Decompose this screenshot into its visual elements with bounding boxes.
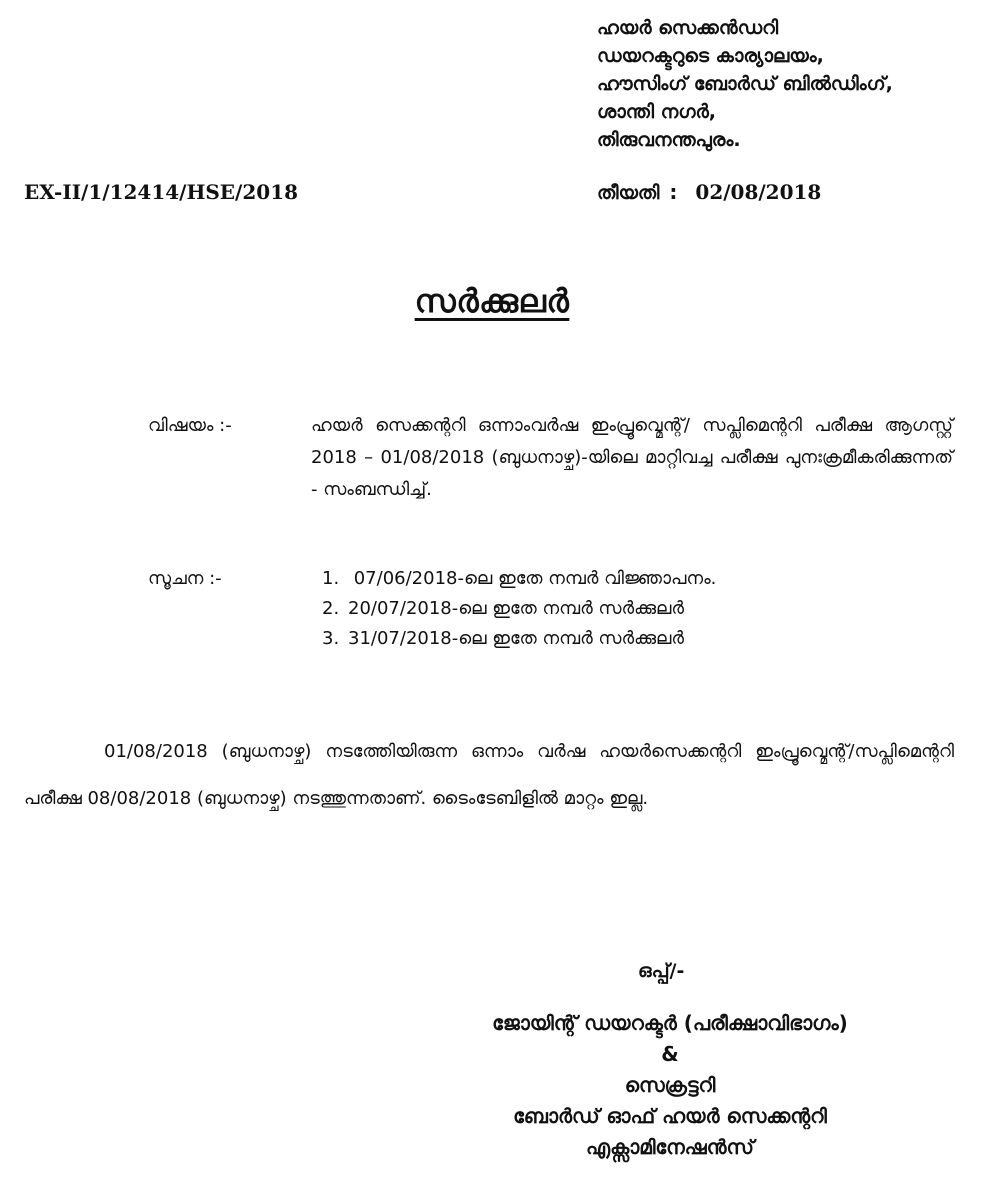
date-separator: : — [669, 180, 678, 204]
signatory-line: എക്സാമിനേഷൻസ് — [586, 1135, 754, 1159]
body-paragraph: 01/08/2018 (ബുധനാഴ്ച) നടത്തേിയിരുന്ന ഒന്നാം വർഷ ഹയർസെക്കന്ററി ഇംപ്രൂവ്മെന്റ്/സപ്ലിമെന്ററി പരീക്ഷ 08/08/2018 (ബുധനാഴ്ച) നടത്തുന്നതാണ്. ടൈംടേബിളിൽ മാറ്റം ഇല്ല. — [24, 741, 954, 809]
subject-text: ഹയർ സെക്കന്ററി ഒന്നാംവർഷ ഇംപ്രൂവ്മെന്റ്/ സപ്ലിമെന്ററി പരീക്ഷ ആഗസ്റ്റ് 2018 – 01/08/2018 (ബുധനാഴ്ച)-യിലെ മാറ്റിവച്ച പരീക്ഷ പുനഃക്രമീകരിക്കുന്നത് - സംബന്ധിച്ച്. — [311, 415, 953, 500]
signatory-line: & — [661, 1042, 679, 1066]
signed-mark: ഒപ്പ്/- — [638, 960, 685, 982]
address-line: ഡയറക്ടറുടെ കാര്യാലയം, — [597, 45, 824, 67]
reference-number: EX-II/1/12414/HSE/2018 — [24, 180, 299, 204]
list-item-number: 3. — [322, 628, 340, 649]
list-item-text: 20/07/2018-ലെ ഇതേ നമ്പർ സർക്കുലർ — [348, 598, 684, 619]
page-title-wrapper — [0, 282, 984, 321]
list-item — [322, 564, 716, 594]
list-item — [322, 594, 716, 624]
date-block — [597, 180, 821, 204]
office-address — [597, 14, 977, 154]
list-item-number: 1. — [322, 568, 340, 589]
signatory-block — [380, 1008, 960, 1163]
references-label: സൂചന :- — [148, 568, 222, 589]
list-item — [322, 624, 716, 654]
date-label: തീയതി — [597, 182, 660, 204]
list-item-text: 31/07/2018-ലെ ഇതേ നമ്പർ സർക്കുലർ — [348, 628, 684, 649]
signatory-line: ജോയിന്റ് ഡയറക്ടർ (പരീക്ഷാവിഭാഗം) — [492, 1011, 848, 1035]
address-line: തിരുവനന്തപുരം. — [597, 129, 741, 151]
address-line: ശാന്തി നഗർ, — [597, 101, 717, 123]
address-line: ഹൗസിംഗ് ബോർഡ് ബിൽഡിംഗ്, — [597, 73, 893, 95]
list-item-number: 2. — [322, 598, 340, 619]
references-list — [322, 564, 716, 654]
date-value: 02/08/2018 — [695, 180, 822, 204]
signatory-line: ബോർഡ് ഓഫ് ഹയർ സെക്കന്ററി — [513, 1104, 827, 1128]
page-title: സർക്കുലർ — [414, 282, 570, 320]
list-item-text: 07/06/2018-ലെ ഇതേ നമ്പർ വിജ്ഞാപനം. — [353, 568, 717, 589]
subject-label: വിഷയം :- — [148, 415, 232, 436]
address-line: ഹയർ സെക്കൻഡറി — [597, 17, 779, 39]
signatory-line: സെക്രട്ടറി — [624, 1073, 716, 1097]
